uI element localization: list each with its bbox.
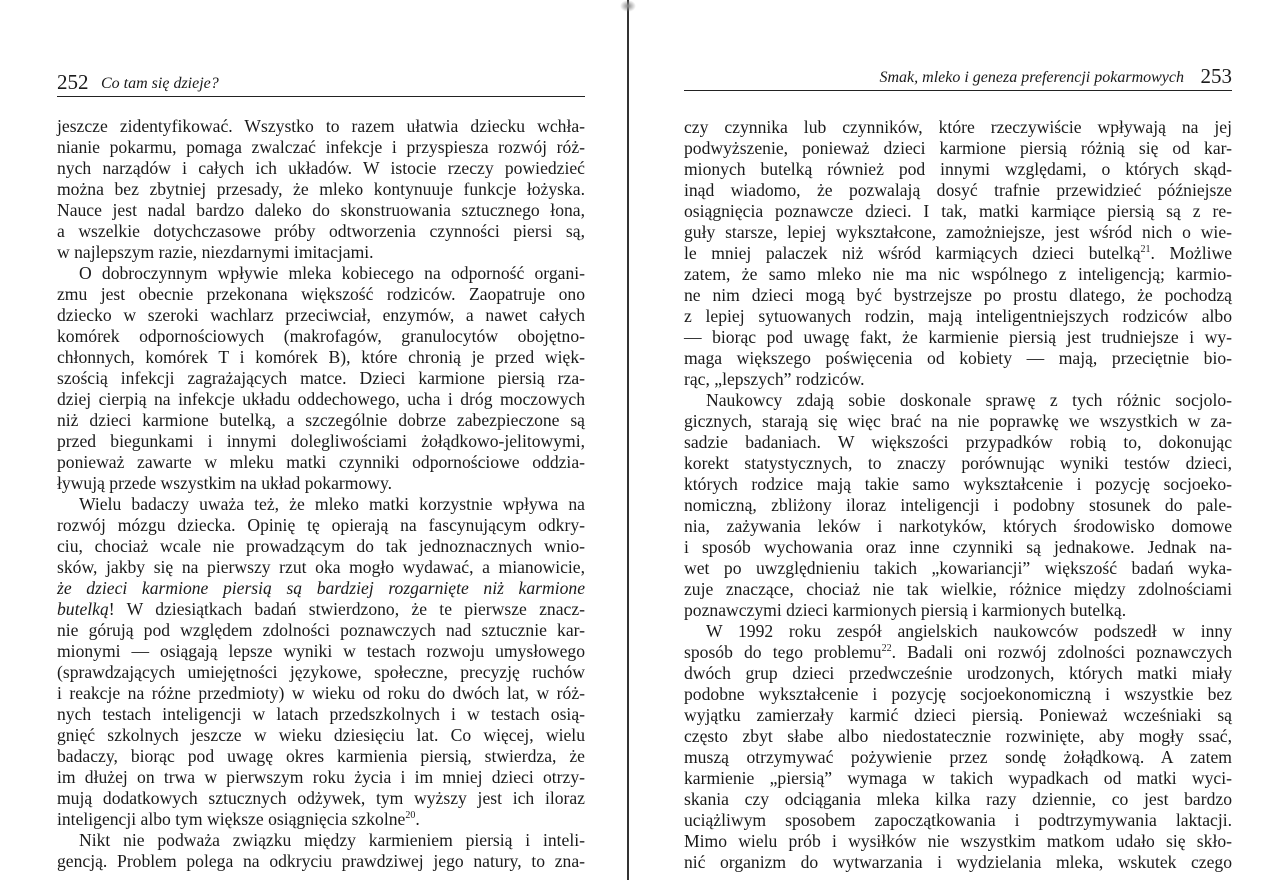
text-line bbox=[57, 830, 585, 851]
text-run: Nauce jest nadal bardzo daleko do skonstruowania sztucznego łona, bbox=[57, 200, 585, 220]
text-run: nia, zażywania leków i narkotyków, których środowisko domowe bbox=[684, 516, 1232, 536]
text-run: poznawczymi dzieci karmionych piersią i karmionych butelką. bbox=[684, 600, 1127, 620]
text-line bbox=[57, 305, 585, 326]
text-run: muszą otrzymywać pożywienie przez sondę żołądkową. A zatem bbox=[684, 747, 1232, 767]
text-run: i reakcje na różne przedmioty) w wieku od roku do dwóch lat, w róż- bbox=[57, 683, 585, 703]
text-line bbox=[57, 683, 585, 704]
text-line bbox=[684, 579, 1232, 600]
text-run: (sprawdzających umiejętności językowe, społeczne, precyzję ruchów bbox=[57, 662, 585, 682]
text-line bbox=[684, 159, 1232, 180]
text-run: chłonnych, komórek T i komórek B), które chronią je przed więk- bbox=[57, 347, 585, 367]
book-gutter bbox=[627, 0, 629, 880]
text-line bbox=[684, 789, 1232, 810]
text-run: ne nim dzieci mogą być bystrzejsze po prostu dlatego, że pochodzą bbox=[684, 285, 1232, 305]
footnote-ref: 21 bbox=[1140, 244, 1151, 255]
text-run: nych narządów i całych ich układów. W istocie rzeczy powiedzieć bbox=[57, 158, 585, 178]
text-run: nych testach inteligencji w latach przedszkolnych i w testach osią- bbox=[57, 704, 585, 724]
text-run: badaczy, biorąc pod uwagę okres karmienia piersią, stwierdza, że bbox=[57, 746, 585, 766]
page-number: 253 bbox=[1200, 64, 1232, 88]
text-run: komórek odpornościowych (makrofagów, granulocytów obojętno- bbox=[57, 326, 585, 346]
running-head: Co tam się dzieje? bbox=[101, 75, 219, 92]
text-run: zmu jest obecnie przekonana większość rodziców. Zaopatruje ono bbox=[57, 284, 585, 304]
text-line bbox=[57, 725, 585, 746]
left-page-header bbox=[57, 72, 585, 97]
text-run: butelką bbox=[57, 599, 109, 619]
text-line bbox=[57, 137, 585, 158]
text-line bbox=[57, 515, 585, 536]
text-line bbox=[684, 474, 1232, 495]
text-run: których rodzice mają takie samo wykształcenie i pozycję socjoeko- bbox=[684, 474, 1232, 494]
text-run: — biorąc pod uwagę fakt, że karmienie piersią jest trudniejsze i wy- bbox=[684, 327, 1232, 347]
text-run: dwóch grup dzieci przedwcześnie urodzonych, których matki miały bbox=[684, 663, 1232, 683]
text-run: mionych butelką również pod innymi względami, o których skąd- bbox=[684, 159, 1232, 179]
text-line bbox=[57, 788, 585, 809]
text-line bbox=[684, 810, 1232, 831]
text-run: . Badali oni rozwój zdolności poznawczych bbox=[891, 642, 1232, 662]
text-run: wet po uwzględnieniu takich „kowariancji” większość badań wyka- bbox=[684, 558, 1232, 578]
text-line bbox=[57, 200, 585, 221]
text-line bbox=[684, 306, 1232, 327]
text-line bbox=[684, 831, 1232, 852]
text-run: guły starsze, lepiej wykształcone, zamożniejsze, jest wśród nich o wie- bbox=[684, 222, 1232, 242]
text-line bbox=[57, 662, 585, 683]
text-line bbox=[684, 600, 1232, 621]
text-line bbox=[684, 117, 1232, 138]
text-line bbox=[684, 369, 1232, 390]
text-line bbox=[684, 537, 1232, 558]
text-line bbox=[684, 726, 1232, 747]
text-run: podwyższenie, ponieważ dzieci karmione piersią różnią się od kar- bbox=[684, 138, 1232, 158]
text-line bbox=[57, 116, 585, 137]
right-page-header bbox=[684, 66, 1232, 91]
footnote-ref: 20 bbox=[405, 810, 416, 821]
text-line bbox=[684, 411, 1232, 432]
text-run: mują dodatkowych sztucznych odżywek, tym wyższy jest ich iloraz bbox=[57, 788, 585, 808]
text-line bbox=[57, 242, 585, 263]
text-line bbox=[684, 201, 1232, 222]
text-run: i sposób wychowania oraz inne czynniki są jednakowe. Jednak na- bbox=[684, 537, 1232, 557]
text-line bbox=[684, 432, 1232, 453]
text-run: Nikt nie podważa związku między karmieniem piersią i inteli- bbox=[79, 830, 585, 850]
text-line bbox=[684, 348, 1232, 369]
scan-smudge bbox=[620, 0, 636, 12]
text-line bbox=[57, 536, 585, 557]
text-run: dziecko w szeroki wachlarz przeciwciał, enzymów, a nawet całych bbox=[57, 305, 585, 325]
text-run: jeszcze zidentyfikować. Wszystko to razem ułatwia dziecku wchła- bbox=[57, 116, 585, 136]
text-line bbox=[684, 747, 1232, 768]
text-run: czy czynnika lub czynników, które rzeczywiście wpływają na jej bbox=[684, 117, 1232, 137]
text-run: maga większego poświęcenia od kobiety — mają, przeciętnie bio- bbox=[684, 348, 1232, 368]
text-line bbox=[684, 180, 1232, 201]
text-run: . Możliwe bbox=[1150, 243, 1233, 263]
text-line bbox=[57, 599, 585, 620]
text-run: rąc, „lepszych” rodziców. bbox=[684, 369, 865, 389]
text-line bbox=[684, 453, 1232, 474]
text-line bbox=[57, 746, 585, 767]
text-line bbox=[57, 473, 585, 494]
text-line bbox=[57, 704, 585, 725]
text-line bbox=[684, 768, 1232, 789]
text-line bbox=[57, 221, 585, 242]
text-run: zatem, że samo mleko nie ma nic wspólnego z inteligencją; karmio- bbox=[684, 264, 1232, 284]
text-run: nomiczną, zbliżony iloraz inteligencji i podobny stosunek do pale- bbox=[684, 495, 1232, 515]
text-line bbox=[57, 767, 585, 788]
text-run: Mimo wielu prób i wysiłków nie wszystkim matkom udało się skło- bbox=[684, 831, 1232, 851]
text-run: że dzieci karmione piersią są bardziej rozgarnięte niż karmione bbox=[57, 578, 585, 598]
text-line bbox=[684, 558, 1232, 579]
text-line bbox=[57, 179, 585, 200]
text-line bbox=[684, 138, 1232, 159]
text-line bbox=[57, 641, 585, 662]
text-run: . bbox=[415, 809, 420, 829]
text-run: przed biegunkami i innymi dolegliwościami żołądkowo-jelitowymi, bbox=[57, 431, 585, 451]
text-line bbox=[684, 222, 1232, 243]
text-line bbox=[57, 452, 585, 473]
text-run: ciu, chociaż wcale nie prowadzącym do tak jednoznacznych wnio- bbox=[57, 536, 585, 556]
text-run: niż dzieci karmione butelką, a szczególnie dobrze zabezpieczone są bbox=[57, 410, 585, 430]
text-run: sadzie badaniach. W większości przypadków robią to, dokonując bbox=[684, 432, 1232, 452]
text-run: sposób do tego problemu bbox=[684, 642, 882, 662]
text-run: W 1992 roku zespół angielskich naukowców podszedł w inny bbox=[706, 621, 1232, 641]
text-run: często zbyt słabe albo niedostatecznie rozwinięte, aby mogły ssać, bbox=[684, 726, 1232, 746]
text-run: ływują przede wszystkim na układ pokarmowy. bbox=[57, 473, 393, 493]
text-line bbox=[684, 621, 1232, 642]
text-line bbox=[684, 663, 1232, 684]
text-run: zuje znaczące, chociaż nie tak wielkie, różnice między zdolnościami bbox=[684, 579, 1232, 599]
text-run: mionymi — osiągają lepsze wyniki w testach rozwoju umysłowego bbox=[57, 641, 585, 661]
text-line bbox=[684, 285, 1232, 306]
text-run: wyjątku zamierzały karmić dzieci piersią. Ponieważ wcześniaki są bbox=[684, 705, 1232, 725]
page-number: 252 bbox=[57, 70, 89, 94]
text-run: gnięć szkolnych jeszcze w wieku dziesięciu lat. Co więcej, wielu bbox=[57, 725, 585, 745]
text-line bbox=[684, 705, 1232, 726]
text-line bbox=[57, 851, 585, 872]
text-line bbox=[57, 158, 585, 179]
text-line bbox=[684, 390, 1232, 411]
text-line bbox=[684, 642, 1232, 663]
text-run: im dłużej on trwa w pierwszym roku życia i im mniej dzieci otrzy- bbox=[57, 767, 585, 787]
text-line bbox=[57, 578, 585, 599]
text-run: nić organizm do wytwarzania i wydzielania mleka, wskutek czego bbox=[684, 852, 1232, 872]
text-run: Naukowcy zdają sobie doskonale sprawę z tych różnic socjolo- bbox=[706, 390, 1232, 410]
text-line bbox=[57, 557, 585, 578]
text-run: dziej cierpią na infekcje układu oddechowego, ucha i dróg moczowych bbox=[57, 389, 585, 409]
text-line bbox=[57, 494, 585, 515]
text-line bbox=[57, 368, 585, 389]
text-line bbox=[684, 264, 1232, 285]
text-line bbox=[684, 243, 1232, 264]
text-run: O dobroczynnym wpływie mleka kobiecego na odporność organi- bbox=[79, 263, 585, 283]
text-line bbox=[57, 263, 585, 284]
text-line bbox=[57, 347, 585, 368]
text-line bbox=[57, 620, 585, 641]
text-line bbox=[684, 516, 1232, 537]
text-run: uciążliwym sposobem zapoczątkowania i podtrzymywania laktacji. bbox=[684, 810, 1232, 830]
text-run: le mniej palaczek niż wśród karmiących dzieci butelką bbox=[684, 243, 1141, 263]
text-run: skania czy odciągania mleka kilka razy dziennie, co jest bardzo bbox=[684, 789, 1232, 809]
text-line bbox=[57, 809, 585, 830]
text-run: można bez zbytniej przesady, że mleko kontynuuje funkcje łożyska. bbox=[57, 179, 585, 199]
text-run: szością infekcji zagrażających matce. Dzieci karmione piersią rza- bbox=[57, 368, 585, 388]
text-run: a wszelkie dotychczasowe próby odtworzenia czynności piersi są, bbox=[57, 221, 585, 241]
running-head: Smak, mleko i geneza preferencji pokarmowych bbox=[879, 69, 1184, 86]
text-line bbox=[684, 327, 1232, 348]
text-run: Wielu badaczy uważa też, że mleko matki korzystnie wpływa na bbox=[79, 494, 585, 514]
text-run: inteligencji albo tym większe osiągnięcia szkolne bbox=[57, 809, 406, 829]
text-line bbox=[57, 431, 585, 452]
text-run: nianie pokarmu, pomaga zwalczać infekcje i przyspiesza rozwój róż- bbox=[57, 137, 585, 157]
text-run: nie górują pod względem zdolności poznawczych nad sztucznie kar- bbox=[57, 620, 585, 640]
text-run: ! W dziesiątkach badań stwierdzono, że te pierwsze znacz- bbox=[108, 599, 585, 619]
text-run: osiągnięcia poznawcze dzieci. I tak, matki karmiące piersią są z re- bbox=[684, 201, 1232, 221]
text-run: ponieważ zawarte w mleku matki czynniki odpornościowe oddzia- bbox=[57, 452, 585, 472]
text-run: gencją. Problem polega na odkryciu prawdziwej jego natury, to zna- bbox=[57, 851, 585, 871]
text-run: z lepiej sytuowanych rodzin, mają inteligentniejszych rodziców albo bbox=[684, 306, 1232, 326]
text-run: rozwój mózgu dziecka. Opinię tę opierają na fascynującym odkry- bbox=[57, 515, 585, 535]
text-line bbox=[57, 326, 585, 347]
text-run: sków, jakby się na pierwszy rzut oka mogło wydawać, a mianowicie, bbox=[57, 557, 585, 577]
text-line bbox=[57, 410, 585, 431]
text-line bbox=[684, 852, 1232, 873]
text-run: korekt statystycznych, to znaczy porównując wyniki testów dzieci, bbox=[684, 453, 1232, 473]
text-line bbox=[684, 495, 1232, 516]
text-run: w najlepszym razie, niezdarnymi imitacjami. bbox=[57, 242, 374, 262]
text-run: gicznych, starają się więc brać na nie poprawkę we wszystkich w za- bbox=[684, 411, 1232, 431]
text-line bbox=[684, 684, 1232, 705]
text-line bbox=[57, 284, 585, 305]
text-line bbox=[57, 389, 585, 410]
text-run: inąd wiadomo, że pozwalają dosyć trafnie przewidzieć późniejsze bbox=[684, 180, 1232, 200]
footnote-ref: 22 bbox=[881, 643, 892, 654]
text-run: podobne wykształcenie i pozycję socjoekonomiczną i wszystkie bez bbox=[684, 684, 1232, 704]
text-run: karmienie „piersią” wymaga w takich wypadkach od matki wyci- bbox=[684, 768, 1232, 788]
